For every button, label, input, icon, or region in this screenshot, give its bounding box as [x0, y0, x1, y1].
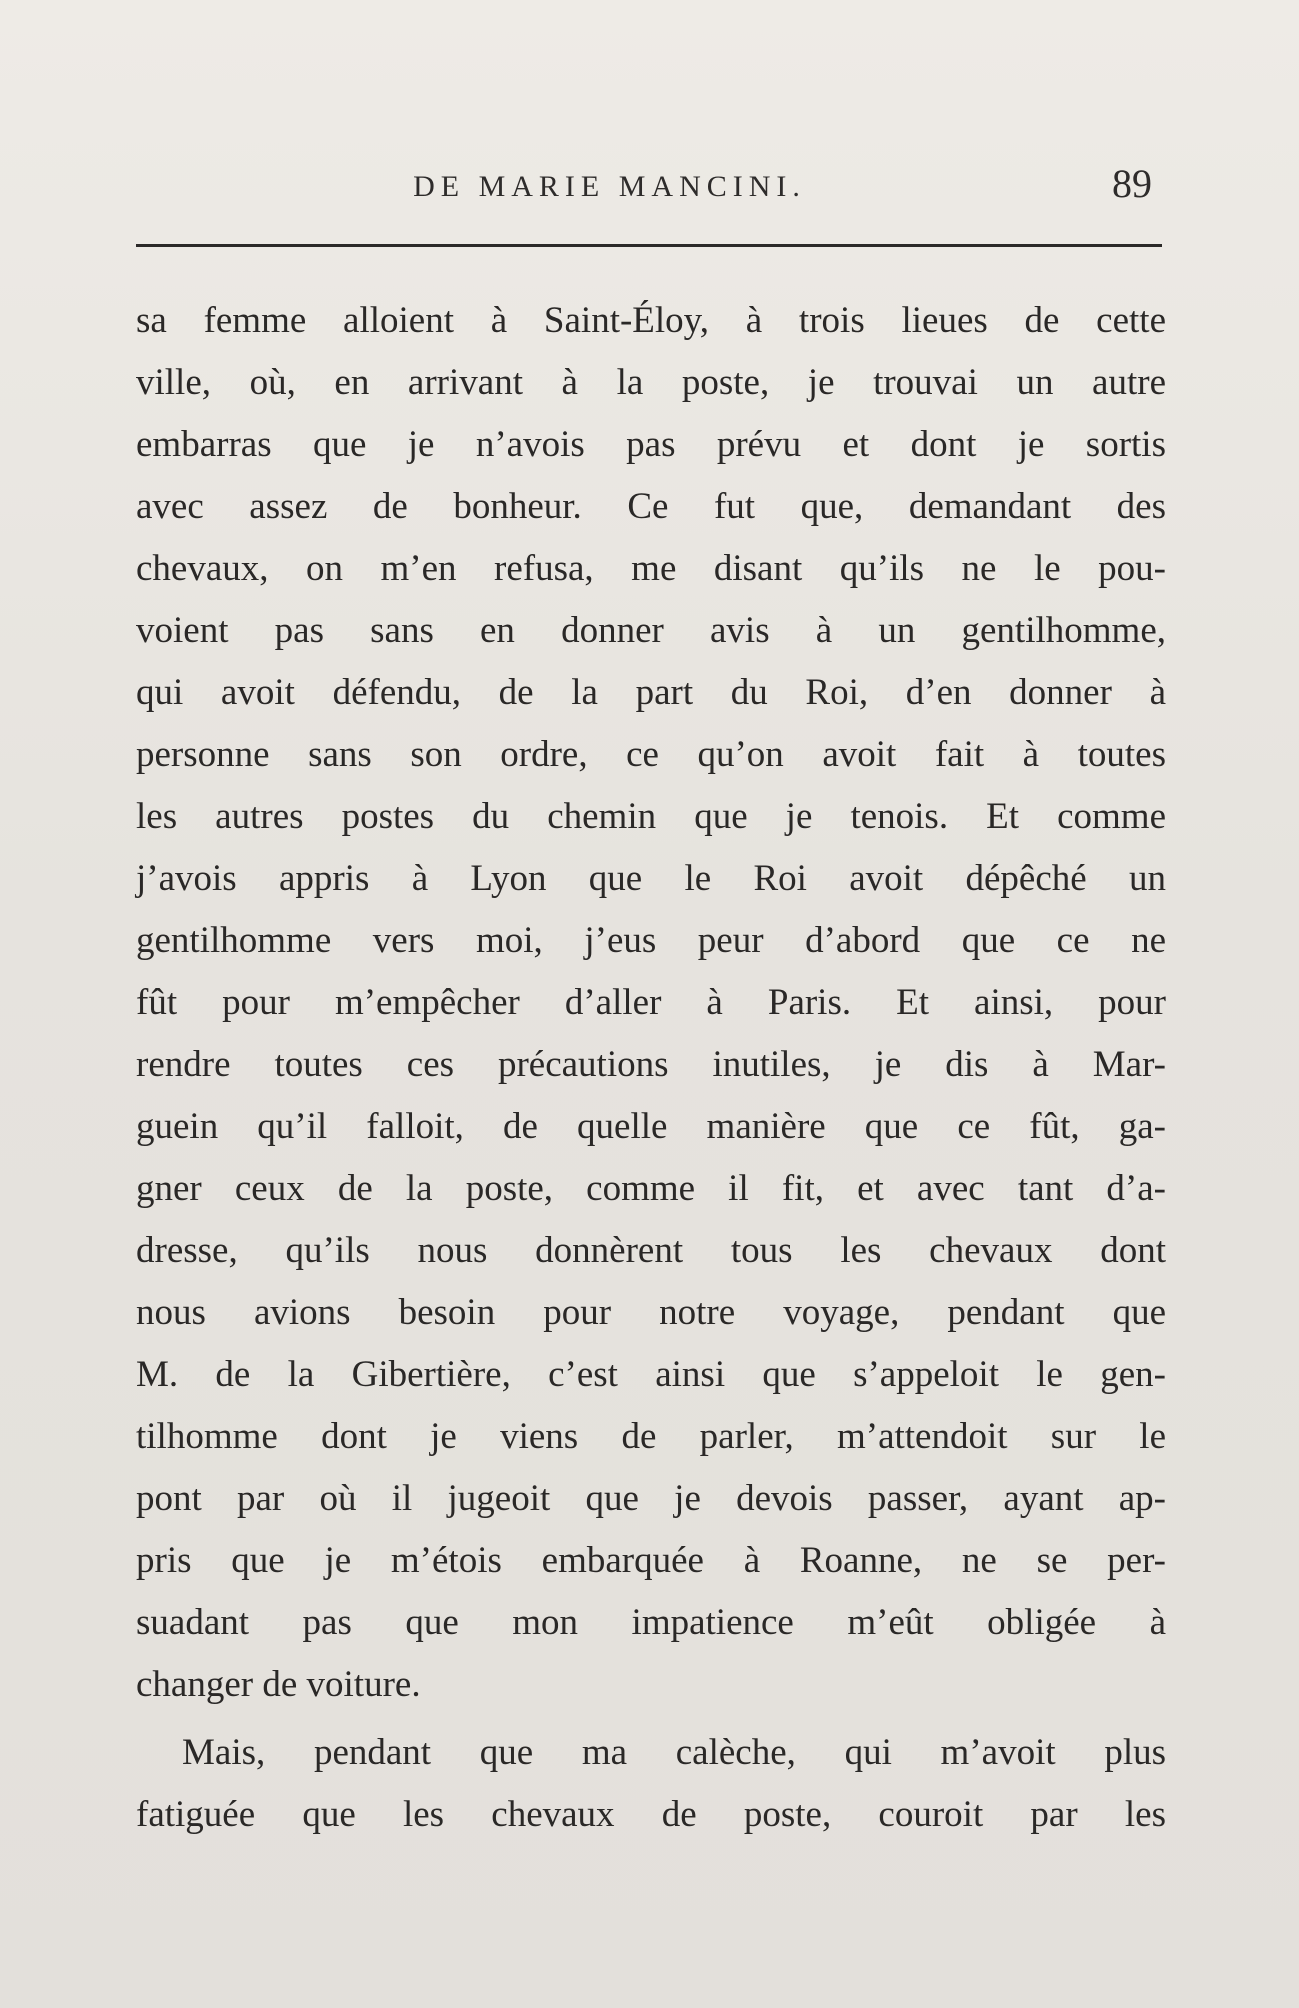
- text-line: rendre toutes ces précautions inutiles, je dis à Mar-: [136, 1044, 1166, 1085]
- running-title-text: DE MARIE MANCINI.: [413, 170, 806, 203]
- running-title: [0, 170, 1299, 204]
- paragraph: [136, 1722, 1166, 1846]
- text-line: j’avois appris à Lyon que le Roi avoit dépêché un: [136, 858, 1166, 899]
- text-line: ville, où, en arrivant à la poste, je trouvai un autre: [136, 362, 1166, 403]
- text-line: suadant pas que mon impatience m’eût obligée à: [136, 1602, 1166, 1643]
- text-line: les autres postes du chemin que je tenois. Et comme: [136, 796, 1166, 837]
- text-line: qui avoit défendu, de la part du Roi, d’en donner à: [136, 672, 1166, 713]
- text-line: personne sans son ordre, ce qu’on avoit fait à toutes: [136, 734, 1166, 775]
- header-rule: [136, 244, 1162, 247]
- text-line: tilhomme dont je viens de parler, m’attendoit sur le: [136, 1416, 1166, 1457]
- text-line: pont par où il jugeoit que je devois passer, ayant ap-: [136, 1478, 1166, 1519]
- text-line: embarras que je n’avois pas prévu et dont je sortis: [136, 424, 1166, 465]
- text-line: guein qu’il falloit, de quelle manière que ce fût, ga-: [136, 1106, 1166, 1147]
- text-line: avec assez de bonheur. Ce fut que, demandant des: [136, 486, 1166, 527]
- page-number: 89: [1112, 161, 1152, 206]
- text-line: dresse, qu’ils nous donnèrent tous les chevaux dont: [136, 1230, 1166, 1271]
- text-line: fût pour m’empêcher d’aller à Paris. Et ainsi, pour: [136, 982, 1166, 1023]
- text-line: nous avions besoin pour notre voyage, pendant que: [136, 1292, 1166, 1333]
- text-line: Mais, pendant que ma calèche, qui m’avoit plus: [182, 1732, 1166, 1773]
- text-line: M. de la Gibertière, c’est ainsi que s’appeloit le gen-: [136, 1354, 1166, 1395]
- text-line: changer de voiture.: [136, 1664, 421, 1705]
- paragraph: [136, 290, 1166, 1716]
- text-line: gentilhomme vers moi, j’eus peur d’abord que ce ne: [136, 920, 1166, 961]
- text-line: voient pas sans en donner avis à un gentilhomme,: [136, 610, 1166, 651]
- text-line: fatiguée que les chevaux de poste, couroit par les: [136, 1794, 1166, 1835]
- text-line: sa femme alloient à Saint-Éloy, à trois lieues de cette: [136, 300, 1166, 341]
- text-line: gner ceux de la poste, comme il fit, et avec tant d’a-: [136, 1168, 1166, 1209]
- text-line: chevaux, on m’en refusa, me disant qu’ils ne le pou-: [136, 548, 1166, 589]
- text-line: pris que je m’étois embarquée à Roanne, ne se per-: [136, 1540, 1166, 1581]
- body-text: [136, 290, 1166, 1846]
